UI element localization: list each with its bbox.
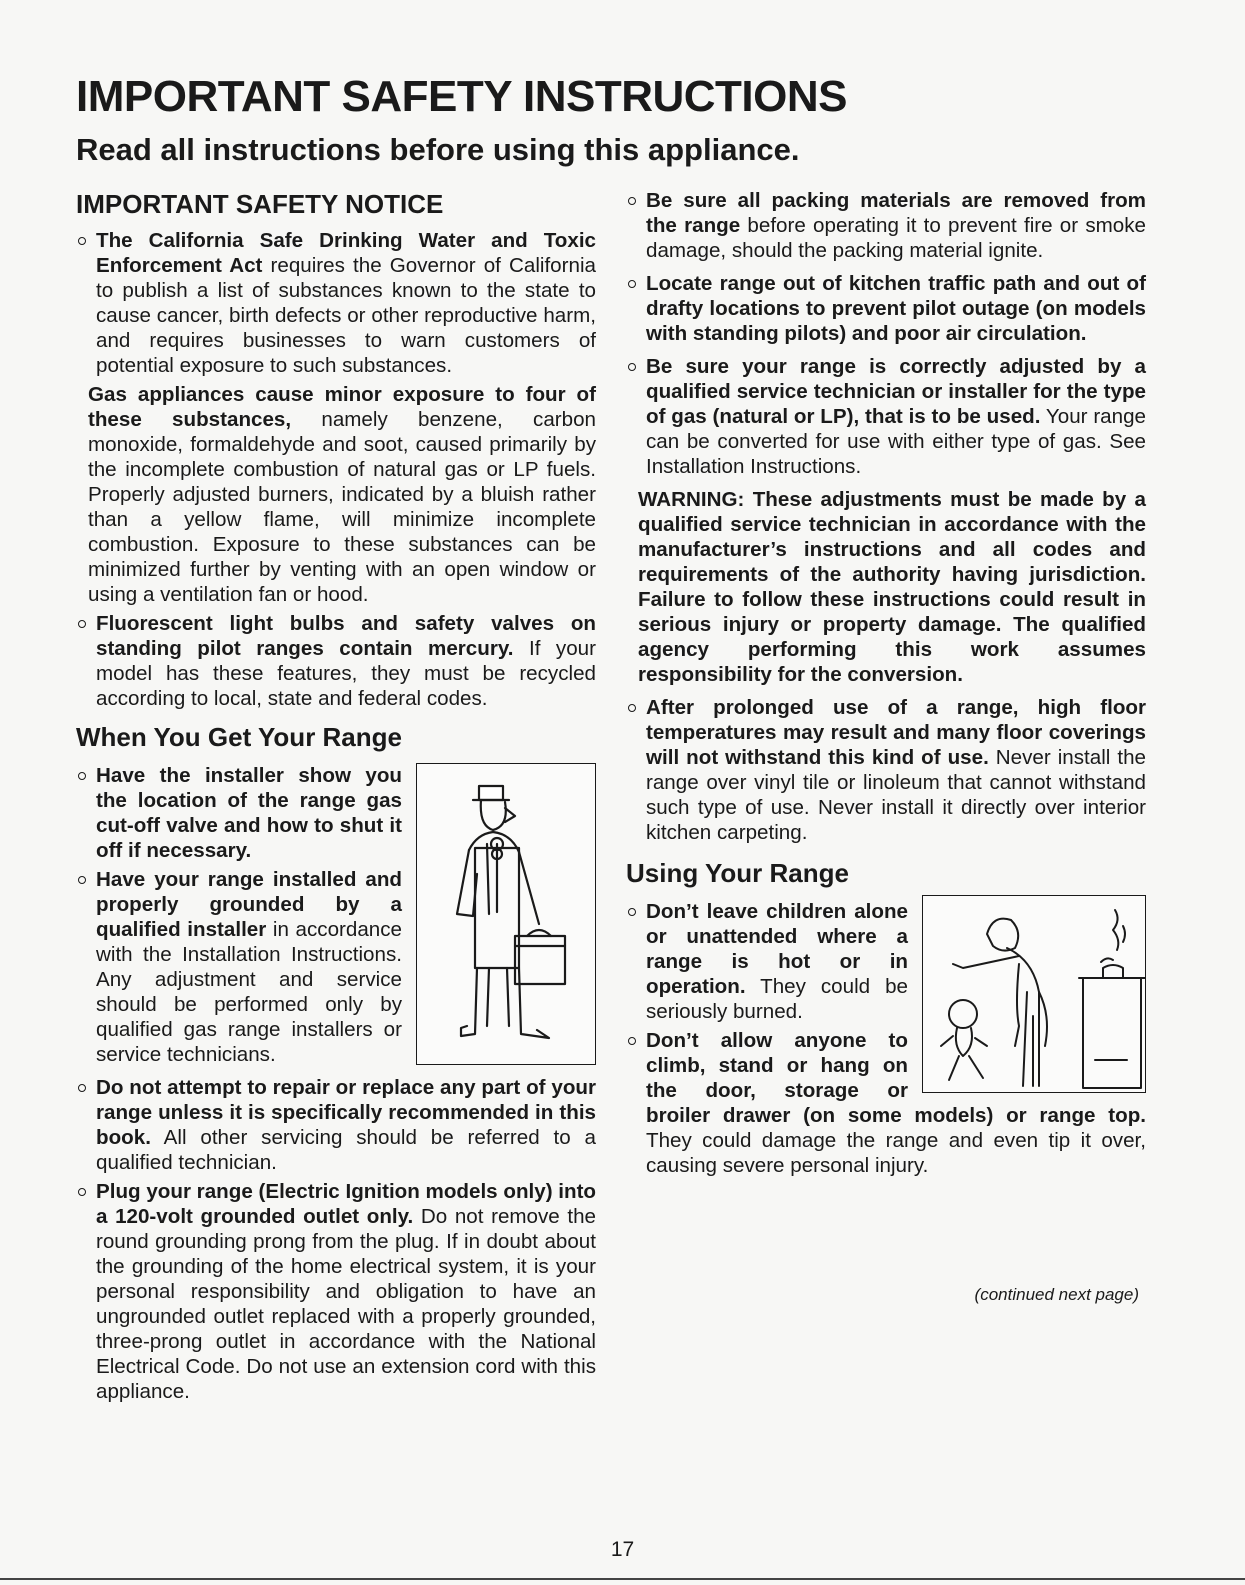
- bottom-rule: [0, 1578, 1245, 1580]
- page-subtitle: Read all instructions before using this appliance.: [76, 132, 800, 167]
- bullet-children-unattended: [626, 899, 1146, 1024]
- bullet-text: Do not remove the round grounding prong from the plug. If in doubt about the grounding of the home electrical system, it is your personal responsibility and obligation to have an ungrounded outlet replaced with a properly grounded, three-prong outlet in accordance with the National Electrical Code. Do not use an extension cord with this appliance.: [96, 1205, 596, 1403]
- continued-note: (continued next page): [974, 1285, 1139, 1304]
- bullet-floor-temperatures: [626, 695, 1146, 845]
- paragraph-gas-exposure: [76, 382, 596, 607]
- bullet-bold: After prolonged use of a range, high floor temperatures may result and many floor coverings will not withstand this kind of use.: [646, 696, 1146, 769]
- bullet-bold: Don’t leave children alone or unattended where a range is hot or in operation.: [646, 900, 908, 998]
- warning-paragraph: [626, 487, 1146, 687]
- right-column: [626, 188, 1146, 1178]
- bullet-text: in accordance with the Installation Instructions. Any adjustment and service should be performed only by qualified gas range installers or service technicians.: [96, 918, 402, 1066]
- bullet-no-climbing: [626, 1028, 1146, 1178]
- page-title: IMPORTANT SAFETY INSTRUCTIONS: [76, 72, 847, 121]
- bullet-bold: Have the installer show you the location of the range gas cut-off valve and how to shut it off if necessary.: [96, 764, 402, 862]
- bullet-bold: Plug your range (Electric Ignition models only) into a 120-volt grounded outlet only.: [96, 1180, 597, 1228]
- bullet-california-act: [76, 228, 596, 378]
- bullet-locate-range: [626, 271, 1146, 346]
- when-you-get-range-heading: When You Get Your Range: [76, 722, 402, 752]
- bullet-bold: Do not attempt to repair or replace any part of your range unless it is specifically recommended in this book.: [96, 1076, 596, 1149]
- notice-heading: IMPORTANT SAFETY NOTICE: [76, 189, 444, 219]
- bullet-installed-grounded: [76, 867, 596, 1067]
- paragraph-bold: Gas appliances cause minor exposure to four of these substances,: [88, 383, 596, 431]
- bullet-bold: Fluorescent light bulbs and safety valves on standing pilot ranges contain mercury.: [96, 612, 596, 660]
- bullet-text: If your model has these features, they must be recycled according to local, state and federal codes.: [96, 637, 596, 710]
- warning-bold: WARNING: These adjustments must be made by a qualified service technician in accordance with the manufacturer’s instructions and all codes and requirements of the authority having jurisdiction. Failure to follow these instructions could result in serious injury or property damage. The qualified agency performing this work assumes responsibility for the conversion.: [638, 488, 1146, 686]
- bullet-bold: Be sure your range is correctly adjusted by a qualified service technician or installer for the type of gas (natural or LP), that is to be used.: [646, 355, 1146, 428]
- bullet-mercury: [76, 611, 596, 711]
- left-column: [76, 188, 596, 1404]
- bullet-bold: Locate range out of kitchen traffic path and out of drafty locations to prevent pilot outage (on models with standing pilots) and poor air circulation.: [646, 272, 1146, 345]
- bullet-text: before operating it to prevent fire or smoke damage, should the packing material ignite.: [646, 214, 1146, 262]
- bullet-gas-cutoff: [76, 763, 596, 863]
- bullet-packing-materials: [626, 188, 1146, 263]
- bullet-correctly-adjusted: [626, 354, 1146, 479]
- paragraph-text: namely benzene, carbon monoxide, formaldehyde and soot, caused primarily by the incomplete combustion of natural gas or LP fuels. Properly adjusted burners, indicated by a bluish rather than a yellow flame, will minimize incomplete combustion. Exposure to these substances can be minimized further by venting with an open window or using a ventilation fan or hood.: [88, 408, 596, 606]
- bullet-text: Never install the range over vinyl tile or linoleum that cannot withstand such type of use. Never install it directly over interior kitchen carpeting.: [646, 746, 1146, 844]
- bullet-text: Your range can be converted for use with either type of gas. See Installation Instructions.: [646, 405, 1146, 478]
- bullet-plug-grounded-outlet: [76, 1179, 596, 1404]
- bullet-bold: Have your range installed and properly grounded by a qualified installer: [96, 868, 402, 941]
- bullet-text: They could be seriously burned.: [646, 975, 908, 1023]
- bullet-text: All other servicing should be referred to a qualified technician.: [96, 1126, 596, 1174]
- bullet-do-not-repair: [76, 1075, 596, 1175]
- bullet-text: requires the Governor of California to publish a list of substances known to the state to cause cancer, birth defects or other reproductive harm, and requires businesses to warn customers of potential exposure to such substances.: [96, 254, 596, 377]
- bullet-text: They could damage the range and even tip it over, causing severe personal injury.: [646, 1129, 1146, 1177]
- using-your-range-heading: Using Your Range: [626, 858, 849, 888]
- bullet-bold: The California Safe Drinking Water and Toxic Enforcement Act: [96, 229, 596, 277]
- bullet-bold: Don’t allow anyone to climb, stand or hang on the door, storage or broiler drawer (on some models) or range top.: [646, 1029, 1146, 1127]
- page-number: 17: [610, 1538, 635, 1561]
- bullet-bold: Be sure all packing materials are removed from the range: [646, 189, 1146, 237]
